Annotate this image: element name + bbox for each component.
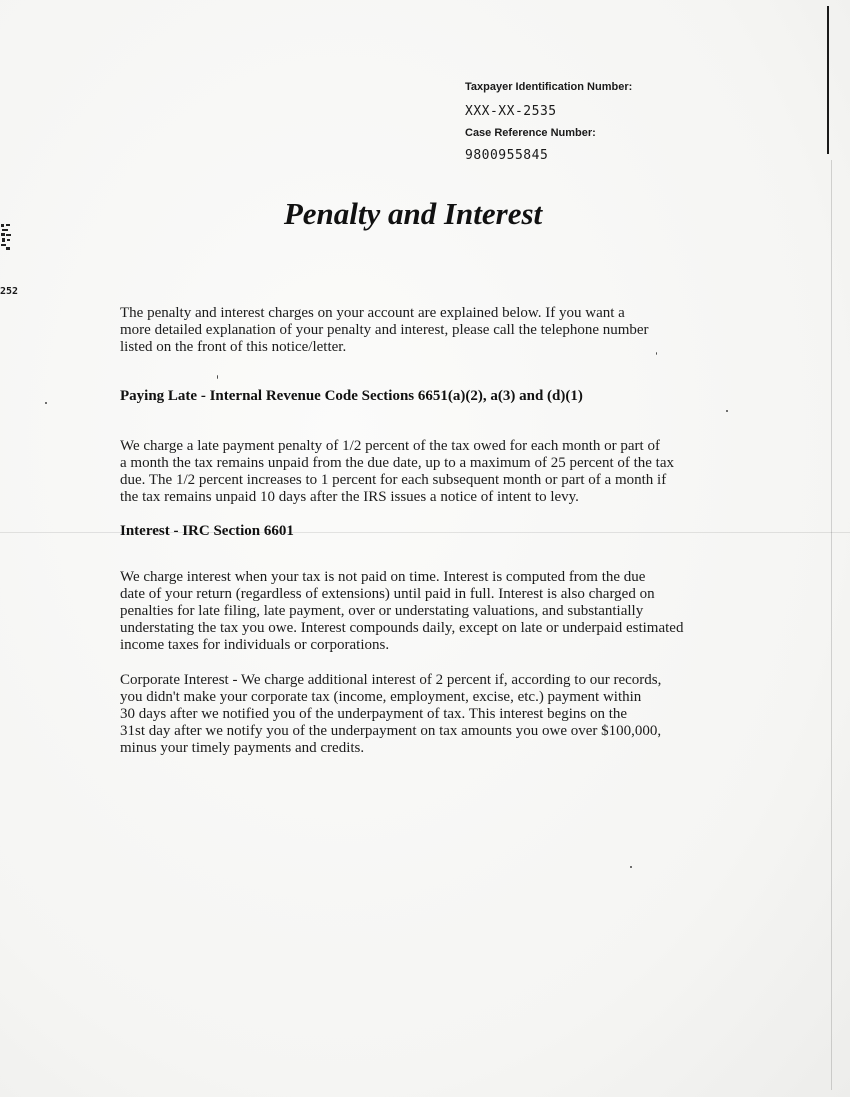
text-line: date of your return (regardless of extensions) until paid in full. Interest is also charged on bbox=[120, 586, 655, 602]
text-line: due. The 1/2 percent increases to 1 percent for each subsequent month or part of a month if bbox=[120, 472, 667, 488]
text-line: the tax remains unpaid 10 days after the IRS issues a notice of intent to levy. bbox=[120, 489, 579, 505]
section-heading-paying-late: Paying Late - Internal Revenue Code Sections 6651(a)(2), a(3) and (d)(1) bbox=[120, 388, 583, 404]
taxpayer-id-value: XXX-XX-2535 bbox=[465, 104, 557, 119]
text-line: We charge a late payment penalty of 1/2 percent of the tax owed for each month or part of bbox=[120, 438, 660, 454]
corporate-interest-paragraph bbox=[120, 672, 720, 757]
text-line: minus your timely payments and credits. bbox=[120, 740, 365, 756]
taxpayer-id-label: Taxpayer Identification Number: bbox=[465, 81, 633, 93]
scan-edge-line bbox=[827, 6, 829, 154]
scan-speck bbox=[45, 402, 47, 404]
text-line: you didn't make your corporate tax (income, employment, excise, etc.) payment within bbox=[120, 689, 642, 705]
intro-paragraph bbox=[120, 305, 720, 356]
text-line: listed on the front of this notice/letter. bbox=[120, 339, 347, 355]
scan-speck bbox=[217, 375, 218, 379]
text-line: The penalty and interest charges on your account are explained below. If you want a bbox=[120, 305, 625, 321]
interest-paragraph bbox=[120, 569, 720, 654]
text-line: penalties for late filing, late payment, over or understating valuations, and substantially bbox=[120, 603, 644, 619]
text-line: 31st day after we notify you of the underpayment on tax amounts you owe over $100,000, bbox=[120, 723, 662, 739]
section-heading-interest: Interest - IRC Section 6601 bbox=[120, 523, 294, 539]
text-line: understating the tax you owe. Interest compounds daily, except on late or underpaid estimated bbox=[120, 620, 684, 636]
text-line: Corporate Interest - We charge additional interest of 2 percent if, according to our records, bbox=[120, 672, 662, 688]
paying-late-paragraph bbox=[120, 438, 720, 506]
scan-speck bbox=[656, 352, 657, 355]
margin-number: 252 bbox=[0, 286, 19, 297]
scan-speck bbox=[726, 410, 728, 412]
case-reference-value: 9800955845 bbox=[465, 148, 549, 163]
text-line: a month the tax remains unpaid from the due date, up to a maximum of 25 percent of the tax bbox=[120, 455, 675, 471]
scan-speck bbox=[630, 866, 632, 868]
text-line: income taxes for individuals or corporations. bbox=[120, 637, 390, 653]
text-line: 30 days after we notified you of the underpayment of tax. This interest begins on the bbox=[120, 706, 628, 722]
scan-edge-shadow bbox=[831, 160, 832, 1090]
text-line: We charge interest when your tax is not paid on time. Interest is computed from the due bbox=[120, 569, 646, 585]
page-title: Penalty and Interest bbox=[283, 196, 543, 231]
text-line: more detailed explanation of your penalty and interest, please call the telephone number bbox=[120, 322, 649, 338]
case-reference-label: Case Reference Number: bbox=[465, 127, 596, 139]
